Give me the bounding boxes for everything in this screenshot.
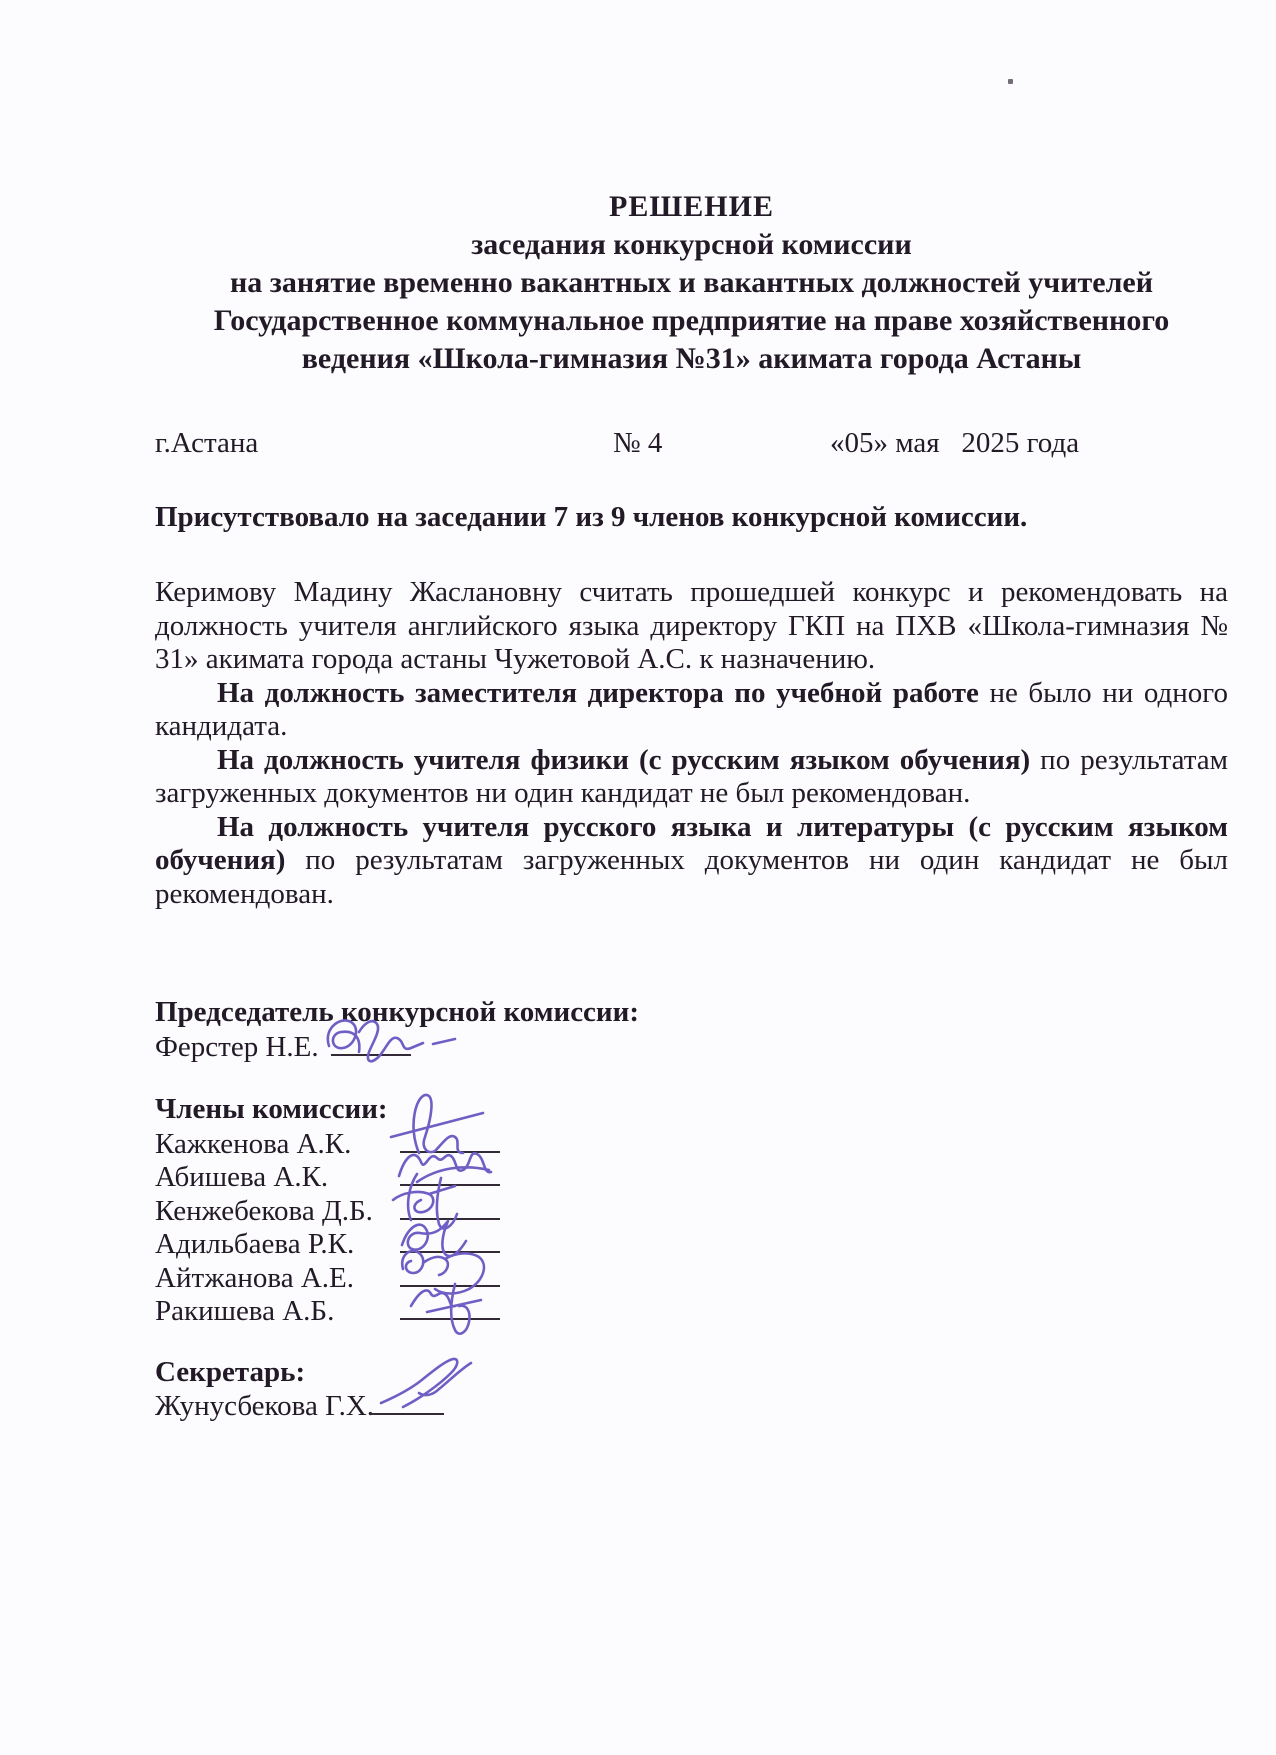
signature-section — [155, 996, 1228, 1423]
paragraph-physics-teacher-lead: На должность учителя физики (с русским языком обучения) — [217, 743, 1031, 776]
member-signature-row — [155, 1261, 1228, 1295]
member-name: Ракишева А.Б. — [155, 1295, 335, 1327]
paragraph-physics-teacher — [155, 744, 1228, 811]
member-signature-line — [400, 1160, 500, 1186]
member-name: Кажкенова А.К. — [155, 1127, 352, 1160]
member-signature-row — [155, 1227, 1228, 1261]
member-signature-row — [155, 1160, 1228, 1194]
chairman-signature-row — [155, 1030, 1228, 1064]
meta-date: «05» мая 2025 года — [830, 427, 1080, 459]
header-line-5: ведения «Школа-гимназия №31» акимата города Астаны — [301, 342, 1082, 375]
secretary-signature-line — [370, 1389, 444, 1415]
paragraph-deputy-director-rest: не было ни одного кандидата. — [155, 676, 1228, 742]
paragraph-deputy-director-lead: На должность заместителя директора по учебной работе — [217, 676, 979, 709]
scan-speck — [1008, 79, 1013, 84]
meta-document-number: № 4 — [613, 427, 663, 459]
member-name: Айтжанова А.Е. — [155, 1261, 355, 1294]
member-signature-line — [400, 1261, 500, 1287]
member-name: Адильбаева Р.К. — [155, 1228, 355, 1260]
meta-line — [155, 426, 1228, 460]
chairman-heading: Председатель конкурсной комиссии: — [155, 996, 640, 1028]
header-line-4: Государственное коммунальное предприятие на праве хозяйственного — [213, 304, 1170, 337]
member-signature-line — [400, 1227, 500, 1253]
secretary-heading: Секретарь: — [155, 1355, 306, 1388]
paragraph-russian-teacher-rest: по результатам загруженных документов ни один кандидат не был рекомендован. — [155, 844, 1228, 910]
paragraph-physics-teacher-rest: по результатам загруженных документов ни один кандидат не был рекомендован. — [155, 743, 1228, 809]
member-name: Кенжебекова Д.Б. — [155, 1194, 373, 1227]
document-header — [155, 188, 1228, 378]
paragraph-russian-teacher — [155, 811, 1228, 912]
paragraph-russian-teacher-lead: На должность учителя русского языка и литературы (с русским языком обучения) — [155, 810, 1228, 876]
meta-city: г.Астана — [155, 427, 259, 459]
chairman-name: Ферстер Н.Е. — [155, 1030, 319, 1063]
secretary-name: Жунусбекова Г.Х. — [155, 1390, 375, 1422]
member-name: Абишева А.К. — [155, 1161, 329, 1193]
decision-body — [155, 576, 1228, 911]
document-title: РЕШЕНИЕ — [609, 190, 774, 223]
member-signature-row — [155, 1194, 1228, 1228]
member-signature-line — [400, 1294, 500, 1320]
member-signature-row — [155, 1294, 1228, 1328]
document-content — [155, 188, 1228, 1423]
attendance-statement: Присутствовало на заседании 7 из 9 членов конкурсной комиссии. — [155, 501, 1028, 533]
member-signature-row — [155, 1127, 1228, 1161]
header-line-2: заседания конкурсной комиссии — [471, 228, 912, 261]
member-signature-line — [400, 1194, 500, 1220]
header-line-3: на занятие временно вакантных и вакантных должностей учителей — [229, 266, 1153, 299]
paragraph-english-teacher: Керимову Мадину Жаслановну считать прошедшей конкурс и рекомендовать на должность учителя английского языка директору ГКП на ПХВ «Школа-гимназия № 31» акимата города астаны Чужетовой А.С. к назначению. — [155, 576, 1228, 675]
member-signature-line — [400, 1127, 500, 1153]
members-heading: Члены комиссии: — [155, 1093, 388, 1125]
paragraph-deputy-director — [155, 677, 1228, 744]
chairman-signature-line — [331, 1030, 411, 1056]
secretary-signature-row — [155, 1389, 1228, 1423]
